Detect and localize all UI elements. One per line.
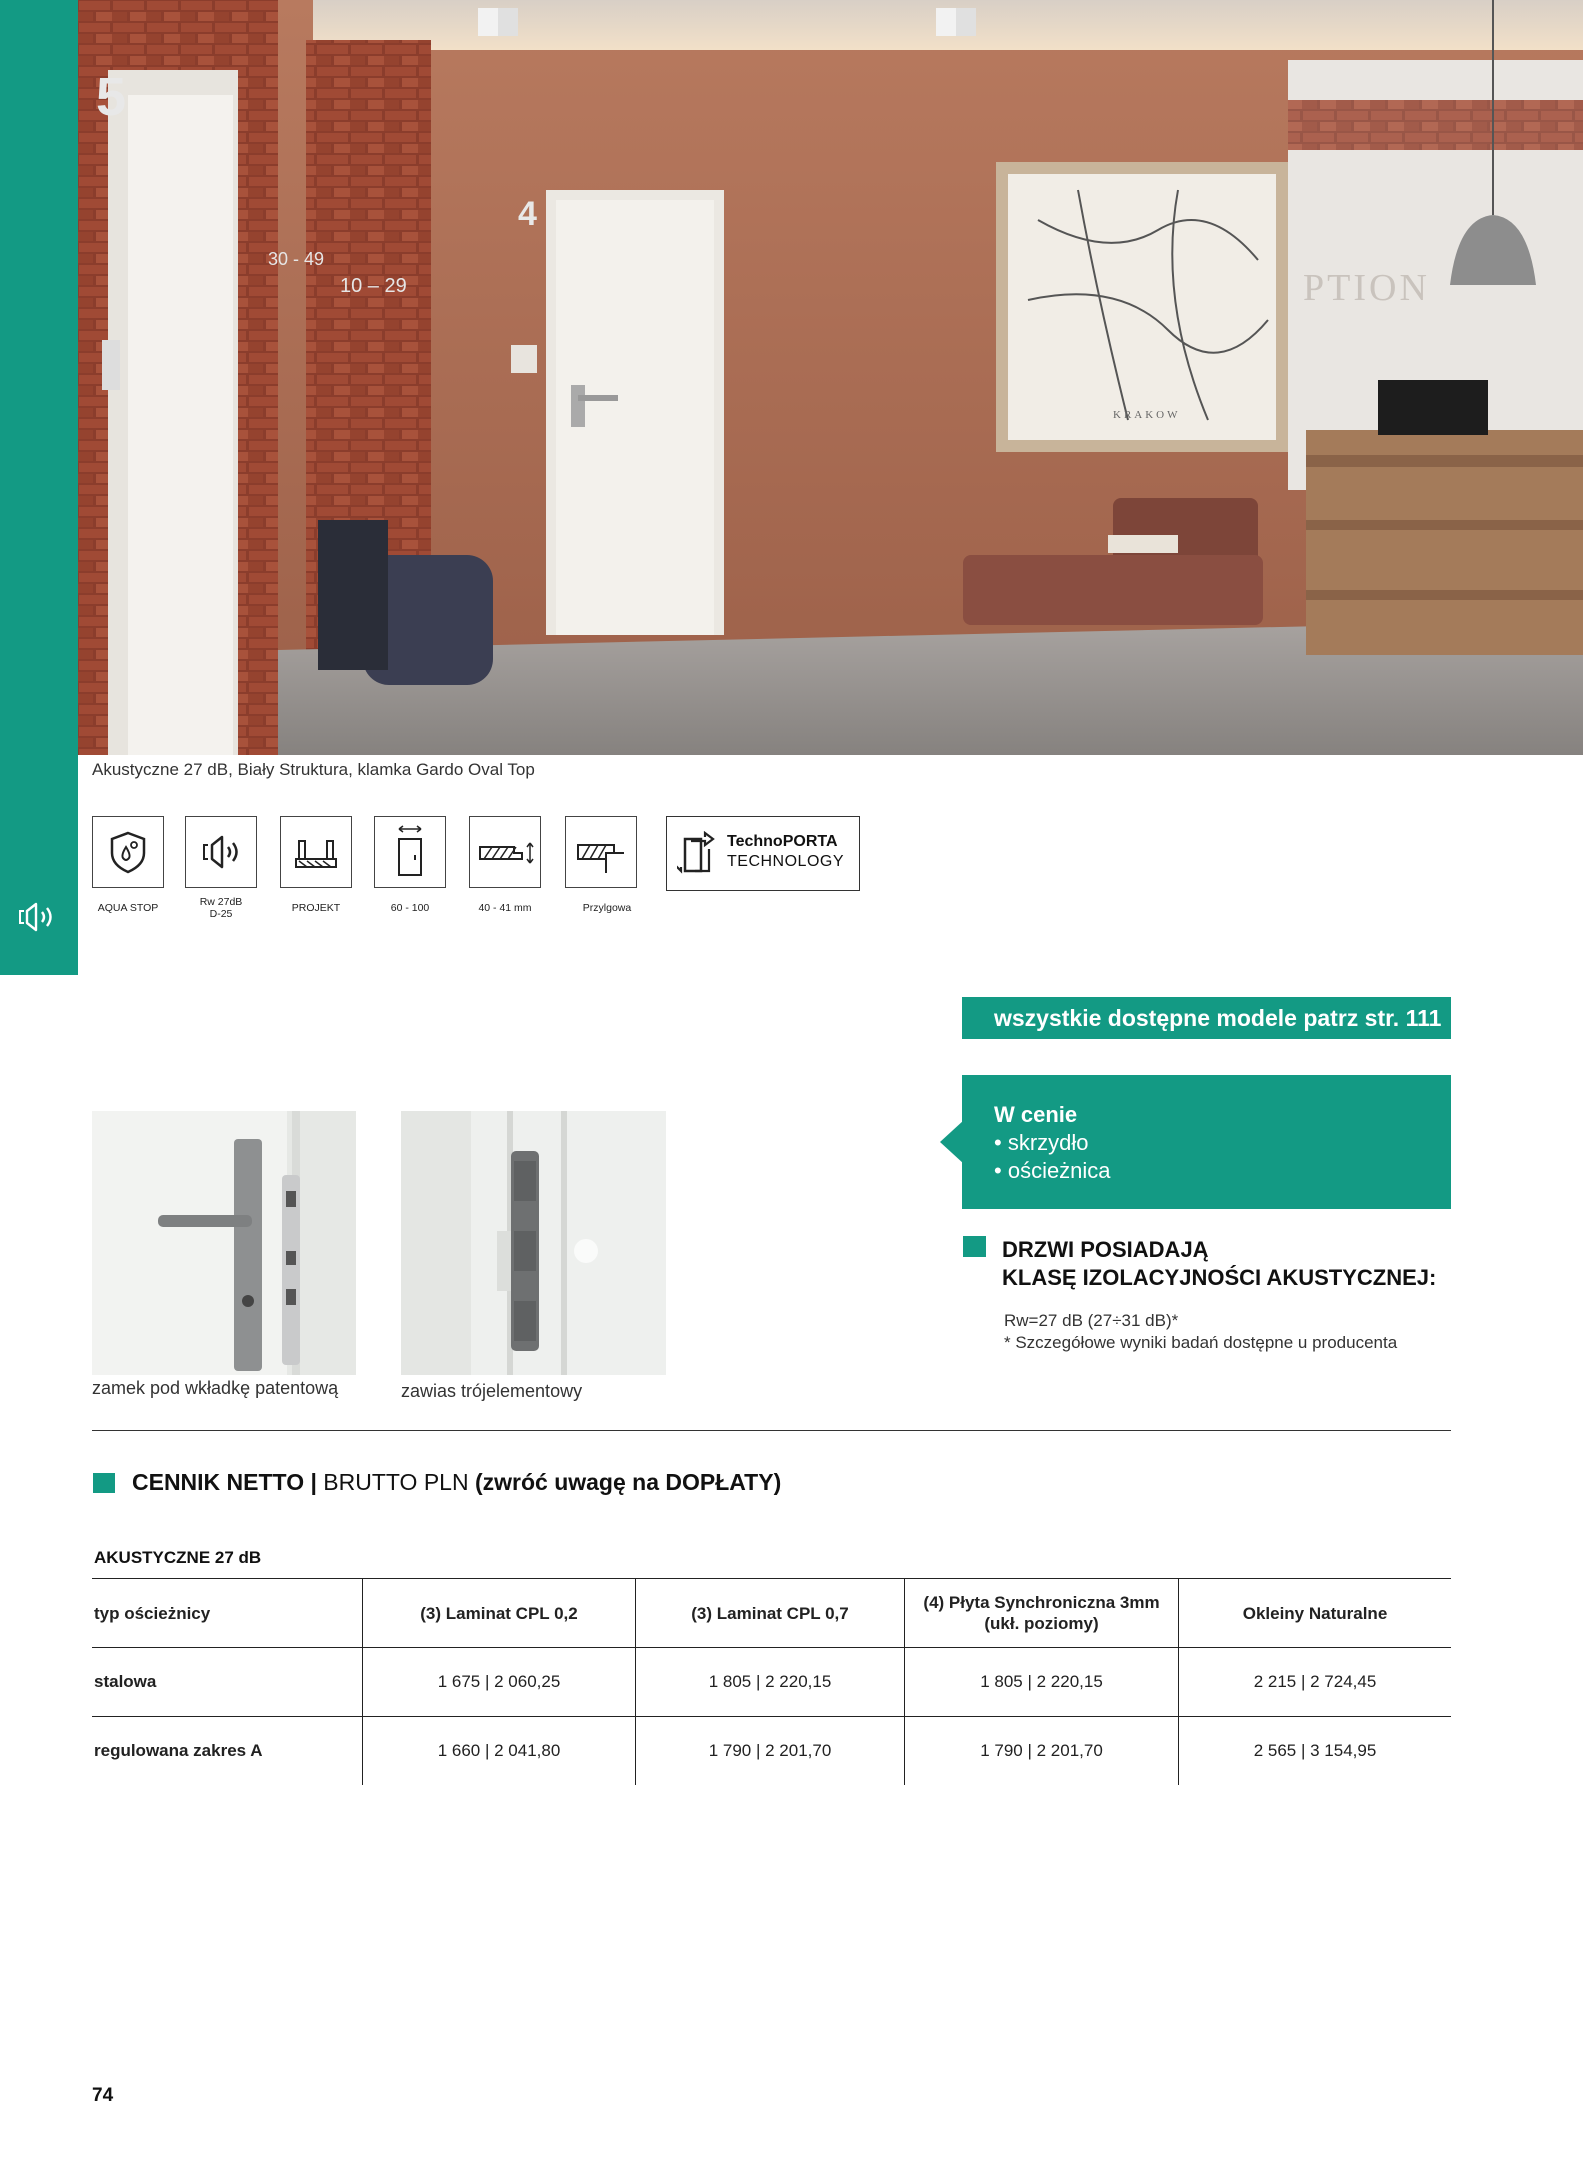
acoustic-icon [185, 816, 257, 888]
bullet-square [963, 1236, 986, 1257]
header-cpl-02: (3) Laminat CPL 0,2 [363, 1579, 636, 1648]
projekt-icon [280, 816, 352, 888]
price-cell: 1 790 | 2 201,70 [905, 1717, 1179, 1786]
header-frame-type: typ ościeżnicy [92, 1579, 363, 1648]
price-table [92, 1578, 1451, 1785]
rebated-icon [565, 816, 637, 888]
price-section-title: CENNIK NETTO | BRUTTO PLN (zwróć uwagę na DOPŁATY) [132, 1469, 782, 1495]
price-cell: 2 215 | 2 724,45 [1179, 1648, 1452, 1717]
row-label: stalowa [92, 1648, 363, 1717]
page-number: 74 [92, 2085, 114, 2106]
door5-range: 30 - 49 [268, 249, 325, 269]
table-header-row [92, 1579, 1451, 1648]
speaker-acoustic-icon [18, 898, 60, 936]
section-tab [0, 0, 78, 975]
table-row [92, 1717, 1451, 1786]
map-label: KRAKOW [1113, 409, 1181, 421]
table-subtitle: AKUSTYCZNE 27 dB [94, 1548, 262, 1567]
banner-arrow [940, 1120, 964, 1164]
reception-sign: PTION [1303, 267, 1430, 309]
acoustic-note: * Szczegółowe wyniki badań dostępne u producenta [1004, 1333, 1398, 1352]
feature-label: 60 - 100 [390, 902, 430, 914]
acoustic-heading: DRZWI POSIADAJĄ KLASĘ IZOLACYJNOŚCI AKUSTYCZNEJ: [1002, 1237, 1437, 1290]
price-cell: 1 805 | 2 220,15 [636, 1648, 905, 1717]
price-cell: 1 660 | 2 041,80 [363, 1717, 636, 1786]
header-cpl-07: (3) Laminat CPL 0,7 [636, 1579, 905, 1648]
price-cell: 1 790 | 2 201,70 [636, 1717, 905, 1786]
technoporta-name: TechnoPORTA [727, 833, 838, 850]
width-icon [374, 816, 446, 888]
technoporta-logo-icon [677, 831, 719, 877]
lock-photo [92, 1111, 356, 1375]
price-includes-item: • skrzydło [994, 1130, 1089, 1155]
header-natural-veneer: Okleiny Naturalne [1179, 1579, 1452, 1648]
price-cell: 1 805 | 2 220,15 [905, 1648, 1179, 1717]
technoporta-badge [666, 816, 860, 891]
feature-label: PROJEKT [291, 902, 341, 914]
hero-caption: Akustyczne 27 dB, Biały Struktura, klamka Gardo Oval Top [92, 760, 535, 779]
price-cell: 1 675 | 2 060,25 [363, 1648, 636, 1717]
feature-label: Rw 27dB D-25 [199, 896, 243, 920]
hero-photo [78, 0, 1583, 755]
thickness-icon [469, 816, 541, 888]
door4-number: 4 [518, 195, 537, 233]
hinge-photo [401, 1111, 666, 1375]
header-synchro-board: (4) Płyta Synchroniczna 3mm (ukł. poziomy) [905, 1579, 1179, 1648]
row-label: regulowana zakres A [94, 1741, 263, 1760]
hinge-caption: zawias trójelementowy [401, 1381, 583, 1401]
range-10-29: 10 – 29 [340, 275, 407, 297]
lock-caption: zamek pod wkładkę patentową [92, 1378, 339, 1398]
bullet-square [93, 1473, 115, 1493]
table-row [92, 1648, 1451, 1717]
acoustic-value: Rw=27 dB (27÷31 dB)* [1004, 1311, 1179, 1330]
price-includes-title: W cenie [994, 1102, 1078, 1127]
divider [92, 1430, 1451, 1431]
price-cell: 2 565 | 3 154,95 [1179, 1717, 1452, 1786]
feature-label: 40 - 41 mm [478, 902, 532, 914]
technoporta-subtitle: TECHNOLOGY [727, 853, 845, 870]
price-includes-item: • ościeżnica [994, 1158, 1111, 1183]
aqua-stop-icon [92, 816, 164, 888]
door5-number: 5 [96, 67, 127, 127]
all-models-banner: wszystkie dostępne modele patrz str. 111 [962, 997, 1451, 1039]
feature-label: Przylgowa [582, 902, 632, 914]
price-includes-box [962, 1075, 1451, 1209]
feature-label: AQUA STOP [97, 902, 159, 914]
